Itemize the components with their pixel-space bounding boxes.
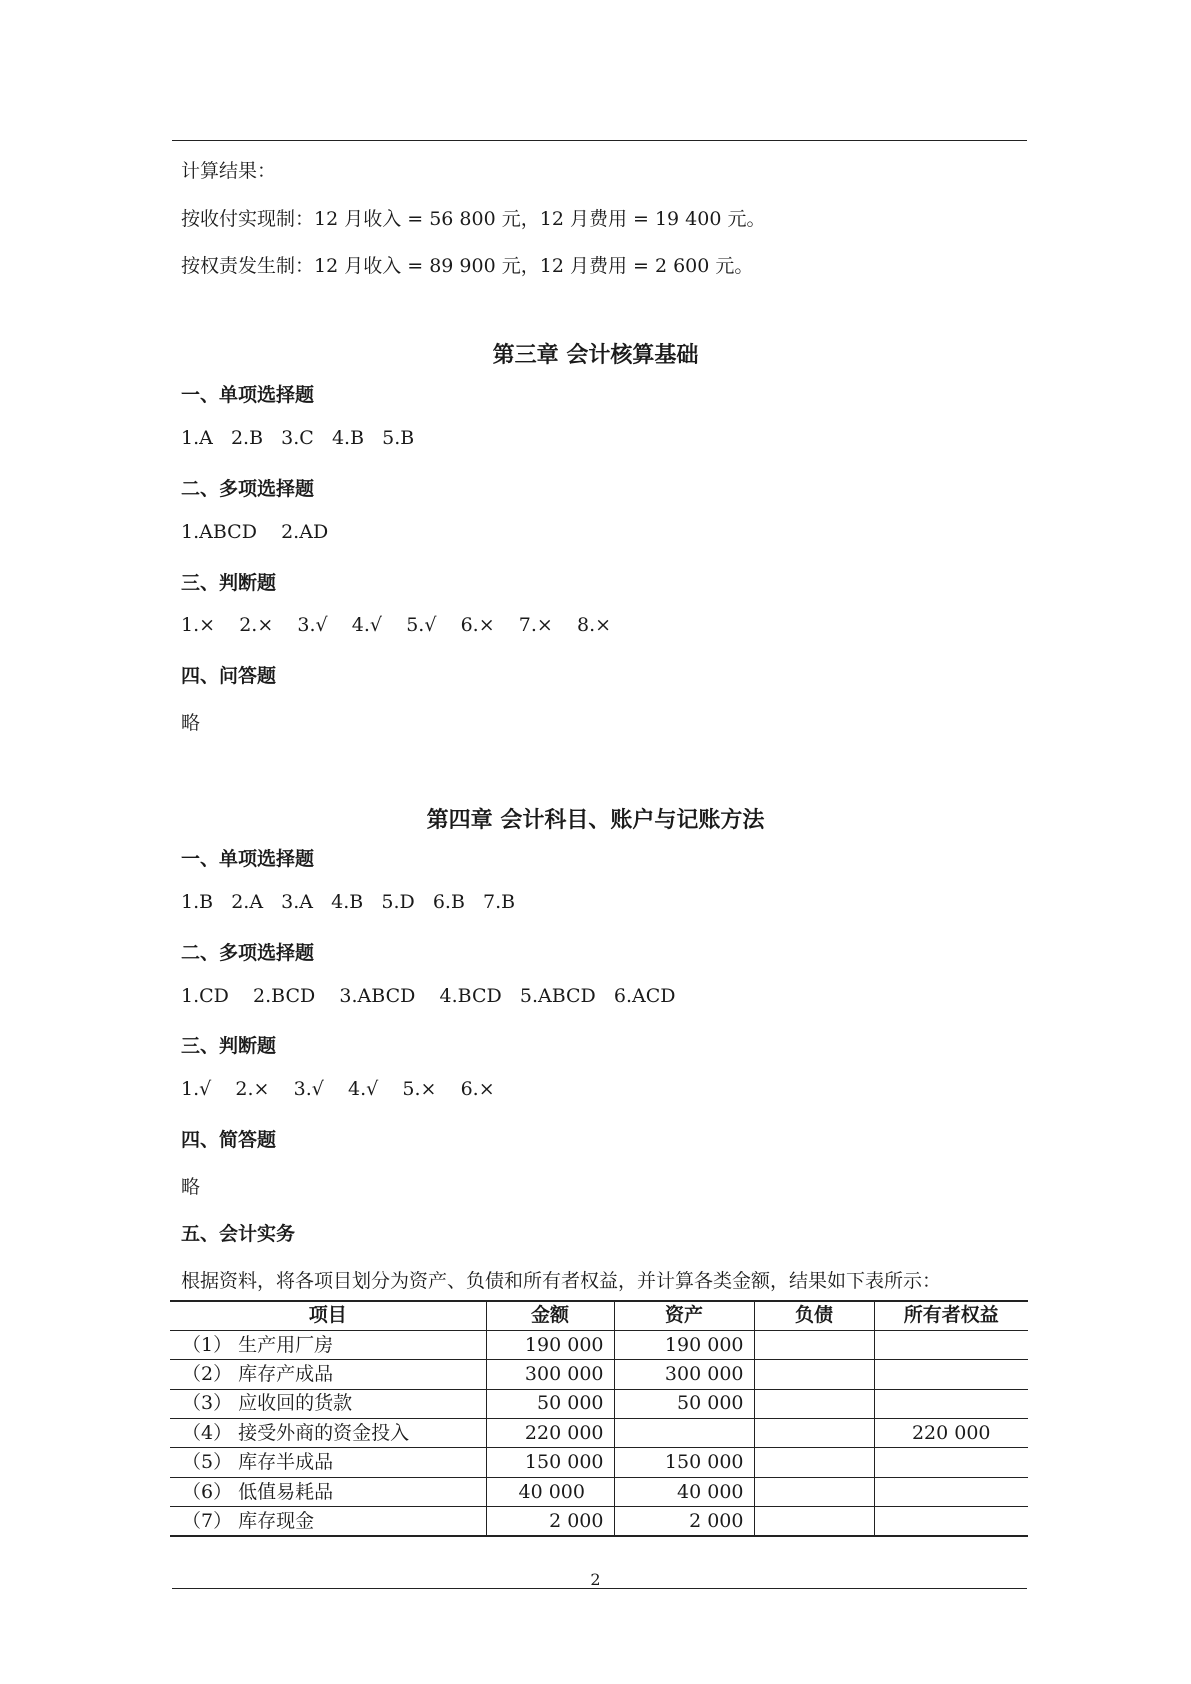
chapter4-s5-heading: 五、会计实务 [181, 1223, 296, 1245]
cell-assets: 190 000 [614, 1330, 754, 1359]
chapter3-s4-heading: 四、问答题 [181, 665, 277, 687]
header-assets: 资产 [614, 1301, 754, 1330]
table-row [170, 1360, 1028, 1389]
cell-liabilities [754, 1507, 874, 1536]
cell-item: （4） 接受外商的资金投入 [170, 1419, 486, 1448]
chapter4-s3-heading: 三、判断题 [181, 1035, 277, 1057]
cell-liabilities [754, 1448, 874, 1477]
cell-item: （3） 应收回的货款 [170, 1389, 486, 1418]
cell-equity [874, 1507, 1028, 1536]
chapter4-s5-intro: 根据资料，将各项目划分为资产、负债和所有者权益，并计算各类金额，结果如下表所示： [181, 1270, 942, 1292]
calc-cash-basis: 按收付实现制：12 月收入 = 56 800 元，12 月费用 = 19 400 元。 [181, 208, 766, 230]
cell-equity [874, 1389, 1028, 1418]
chapter3-s1-heading: 一、单项选择题 [181, 384, 315, 406]
cell-equity [874, 1477, 1028, 1506]
cell-item: （6） 低值易耗品 [170, 1477, 486, 1506]
table-row [170, 1330, 1028, 1359]
table-header-row [170, 1301, 1028, 1330]
chapter4-s4-answer: 略 [181, 1176, 201, 1198]
cell-amount: 190 000 [486, 1330, 614, 1359]
cell-item: （7） 库存现金 [170, 1507, 486, 1536]
chapter3-s1-answers: 1.A 2.B 3.C 4.B 5.B [181, 427, 415, 449]
header-amount: 金额 [486, 1301, 614, 1330]
chapter3-s2-answers: 1.ABCD 2.AD [181, 521, 329, 543]
page-number: 2 [590, 1570, 601, 1589]
header-item: 项目 [170, 1301, 486, 1330]
calc-accrual-basis: 按权责发生制：12 月收入 = 89 900 元，12 月费用 = 2 600 元。 [181, 255, 754, 277]
chapter4-s3-answers: 1.√ 2.× 3.√ 4.√ 5.× 6.× [181, 1078, 495, 1100]
cell-amount: 300 000 [486, 1360, 614, 1389]
cell-liabilities [754, 1360, 874, 1389]
cell-liabilities [754, 1477, 874, 1506]
cell-liabilities [754, 1330, 874, 1359]
cell-amount: 50 000 [486, 1389, 614, 1418]
chapter3-s3-heading: 三、判断题 [181, 572, 277, 594]
table-row [170, 1507, 1028, 1536]
cell-equity [874, 1360, 1028, 1389]
chapter4-s2-answers: 1.CD 2.BCD 3.ABCD 4.BCD 5.ABCD 6.ACD [181, 985, 676, 1007]
footer-rule [172, 1588, 1027, 1589]
cell-amount: 150 000 [486, 1448, 614, 1477]
chapter4-s2-heading: 二、多项选择题 [181, 942, 315, 964]
cell-assets: 50 000 [614, 1389, 754, 1418]
cell-item: （1） 生产用厂房 [170, 1330, 486, 1359]
chapter4-s1-answers: 1.B 2.A 3.A 4.B 5.D 6.B 7.B [181, 891, 516, 913]
cell-liabilities [754, 1419, 874, 1448]
chapter3-s3-answers: 1.× 2.× 3.√ 4.√ 5.√ 6.× 7.× 8.× [181, 614, 612, 636]
cell-assets: 300 000 [614, 1360, 754, 1389]
cell-assets: 150 000 [614, 1448, 754, 1477]
cell-amount: 220 000 [486, 1419, 614, 1448]
header-rule [172, 140, 1027, 141]
classification-table [170, 1300, 1028, 1537]
cell-amount: 2 000 [486, 1507, 614, 1536]
table-row [170, 1477, 1028, 1506]
table-row [170, 1389, 1028, 1418]
calc-heading: 计算结果： [181, 160, 277, 182]
chapter4-s4-heading: 四、简答题 [181, 1129, 277, 1151]
cell-assets: 2 000 [614, 1507, 754, 1536]
cell-item: （2） 库存产成品 [170, 1360, 486, 1389]
table-row [170, 1419, 1028, 1448]
header-equity: 所有者权益 [874, 1301, 1028, 1330]
cell-equity [874, 1330, 1028, 1359]
chapter3-s4-answer: 略 [181, 712, 201, 734]
cell-amount: 40 000 [486, 1477, 614, 1506]
chapter3-s2-heading: 二、多项选择题 [181, 478, 315, 500]
header-liabilities: 负债 [754, 1301, 874, 1330]
table-row [170, 1448, 1028, 1477]
cell-equity [874, 1448, 1028, 1477]
chapter4-title: 第四章 会计科目、账户与记账方法 [426, 807, 765, 833]
cell-assets [614, 1419, 754, 1448]
chapter4-s1-heading: 一、单项选择题 [181, 848, 315, 870]
cell-liabilities [754, 1389, 874, 1418]
chapter3-title: 第三章 会计核算基础 [492, 342, 699, 368]
cell-item: （5） 库存半成品 [170, 1448, 486, 1477]
cell-equity: 220 000 [874, 1419, 1028, 1448]
cell-assets: 40 000 [614, 1477, 754, 1506]
